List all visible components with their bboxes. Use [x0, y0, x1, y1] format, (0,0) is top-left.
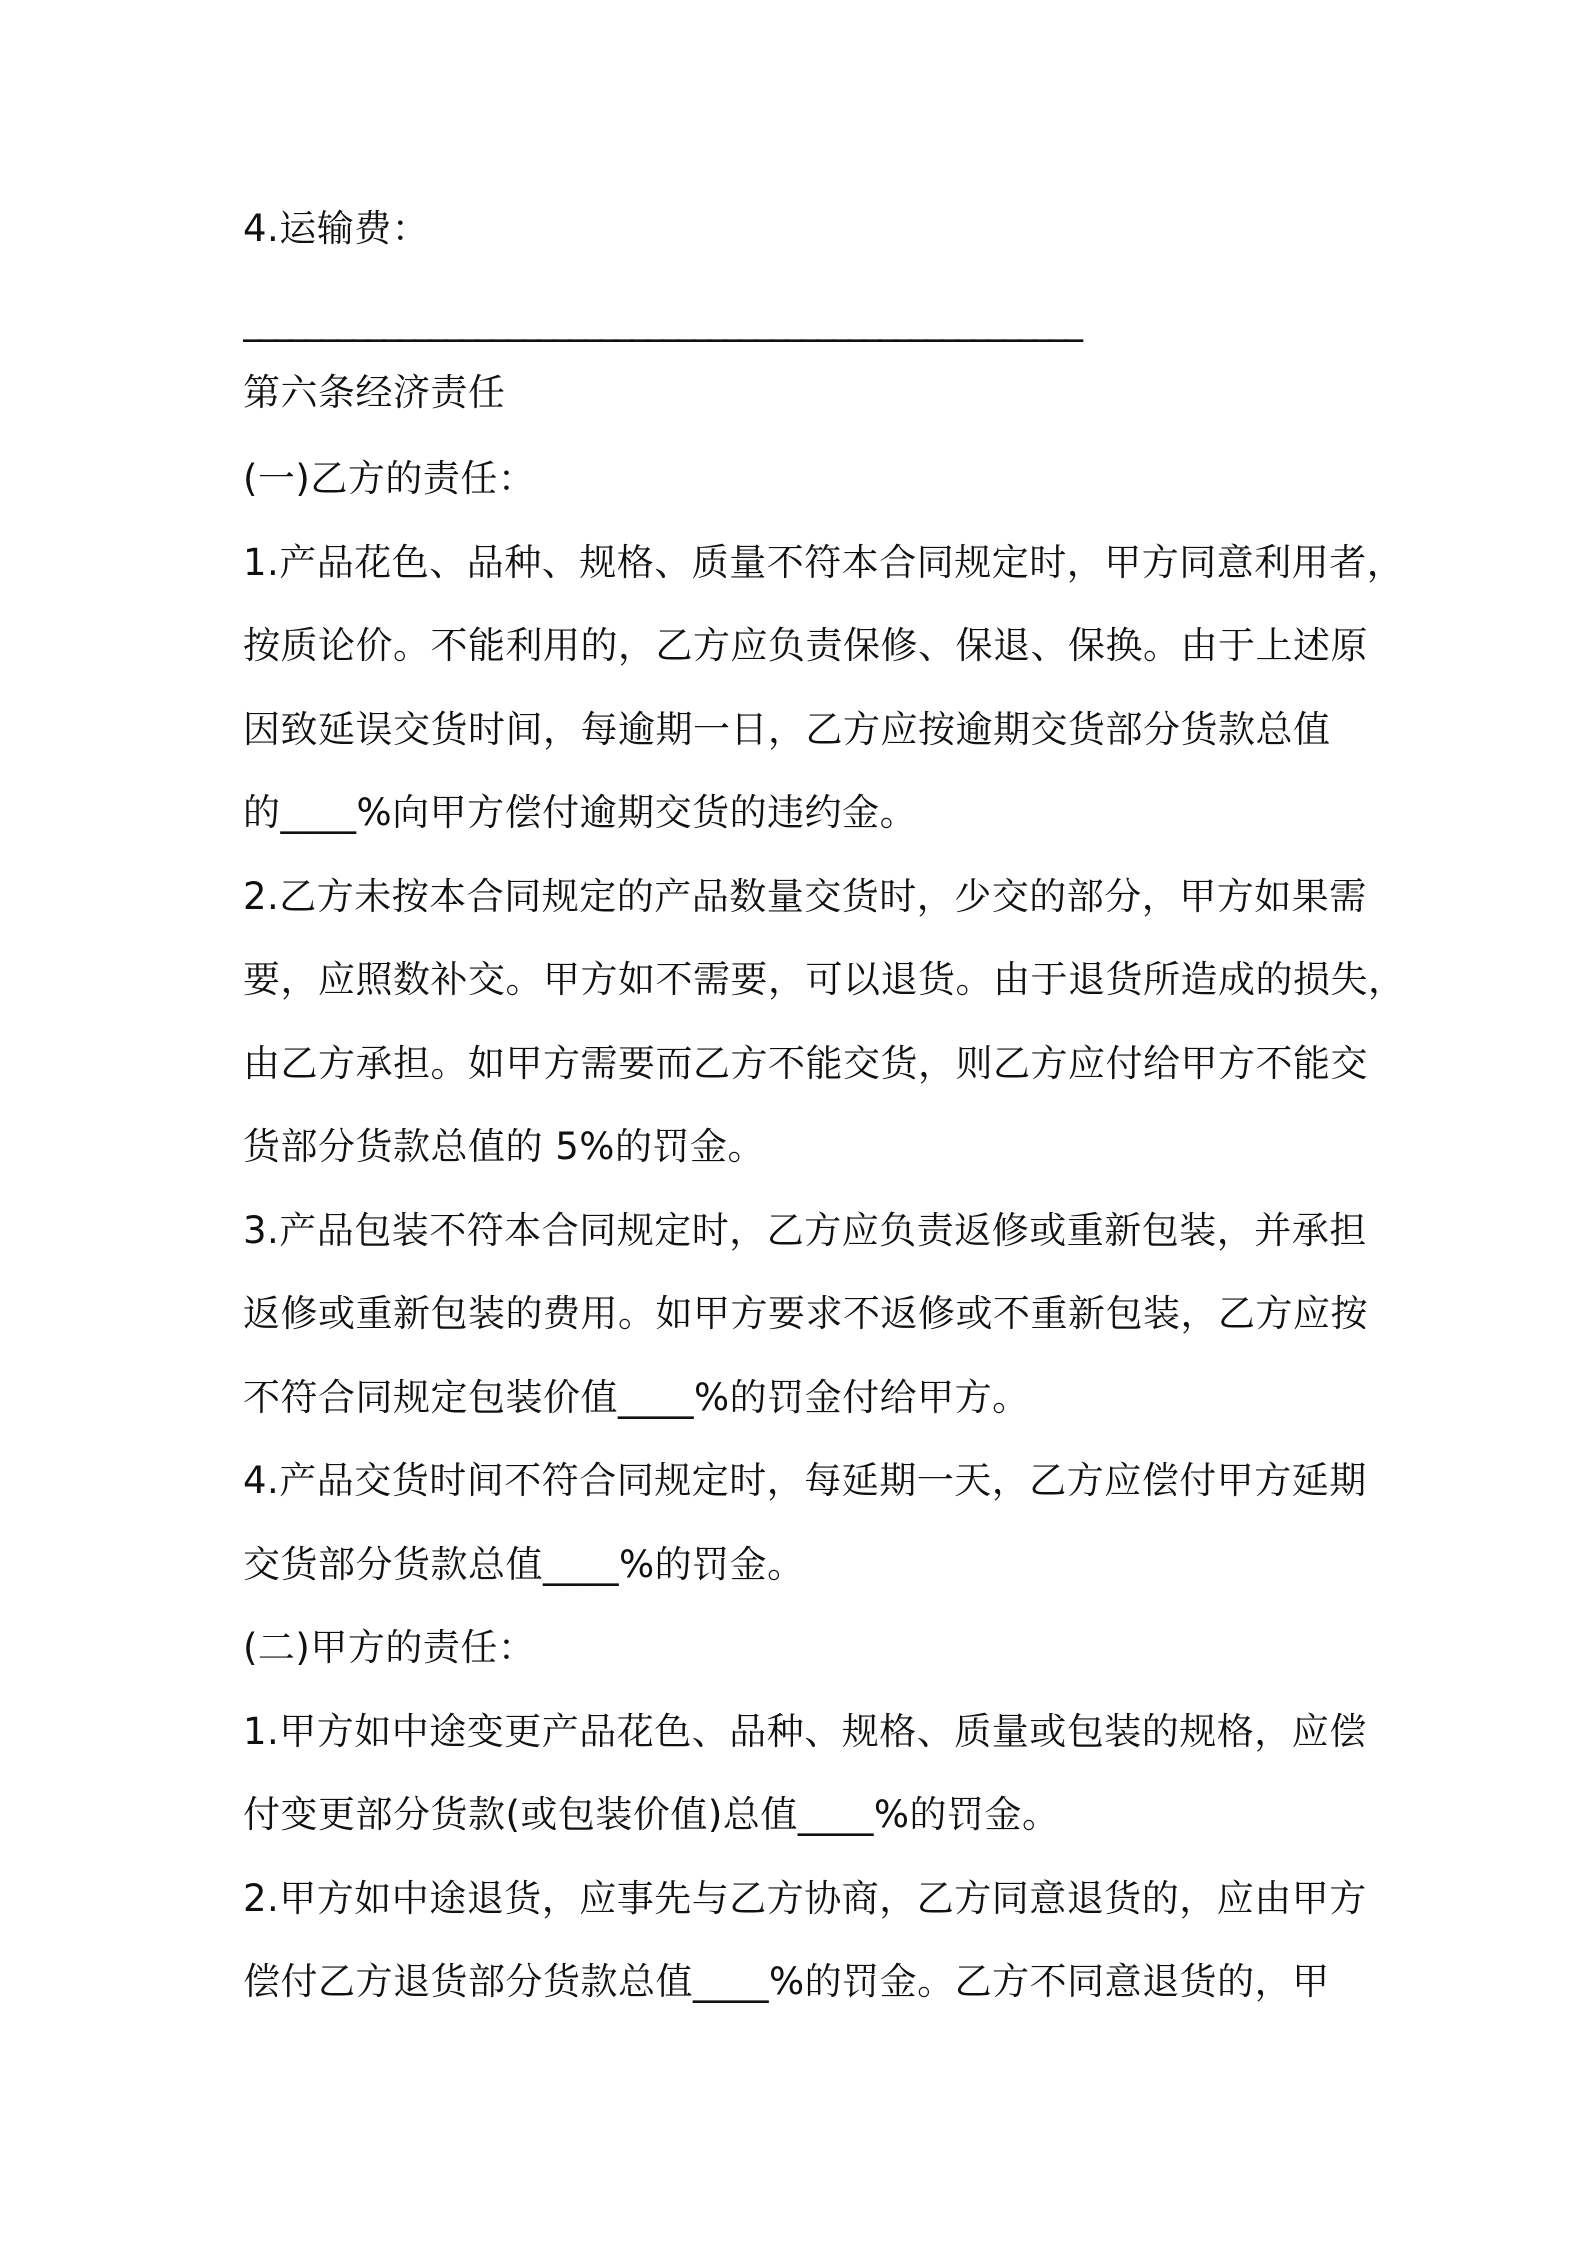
paragraph-line: 4.产品交货时间不符合同规定时，每延期一天，乙方应偿付甲方延期: [243, 1459, 1367, 1502]
paragraph-line: 因致延误交货时间，每逾期一日，乙方应按逾期交货部分货款总值: [243, 708, 1331, 751]
paragraph-line: 的____%向甲方偿付逾期交货的违约金。: [243, 791, 918, 834]
paragraph-line: 偿付乙方退货部分货款总值____%的罚金。乙方不同意退货的，甲: [243, 1960, 1330, 2003]
paragraph-line: 按质论价。不能利用的，乙方应负责保修、保退、保换。由于上述原: [243, 624, 1368, 667]
article-heading: 第六条经济责任: [243, 371, 506, 414]
paragraph-line: 3.产品包装不符本合同规定时，乙方应负责返修或重新包装，并承担: [243, 1209, 1367, 1252]
paragraph-line: 不符合同规定包装价值____%的罚金付给甲方。: [243, 1376, 1030, 1419]
paragraph-line: 1.产品花色、品种、规格、质量不符本合同规定时，甲方同意利用者，: [243, 541, 1405, 584]
paragraph-line: 付变更部分货款(或包装价值)总值____%的罚金。: [243, 1793, 1060, 1836]
section-heading-party-a: (二)甲方的责任：: [243, 1626, 536, 1669]
paragraph-line: 1.甲方如中途变更产品花色、品种、规格、质量或包装的规格，应偿: [243, 1710, 1367, 1753]
paragraph-line: 返修或重新包装的费用。如甲方要求不返修或不重新包装，乙方应按: [243, 1292, 1368, 1335]
paragraph-line: 由乙方承担。如甲方需要而乙方不能交货，则乙方应付给甲方不能交: [243, 1042, 1368, 1085]
paragraph-line: 2.甲方如中途退货，应事先与乙方协商，乙方同意退货的，应由甲方: [243, 1877, 1367, 1920]
blank-fill-line: ______________________________________________________: [243, 299, 1080, 342]
paragraph-line: 要，应照数补交。甲方如不需要，可以退货。由于退货所造成的损失，: [243, 958, 1406, 1001]
paragraph-line: 交货部分货款总值____%的罚金。: [243, 1543, 805, 1586]
paragraph-line: 货部分货款总值的 5%的罚金。: [243, 1125, 765, 1168]
section-heading-party-b: (一)乙方的责任：: [243, 457, 536, 500]
paragraph-line: 2.乙方未按本合同规定的产品数量交货时，少交的部分，甲方如果需: [243, 875, 1367, 918]
item-transport-fee: 4.运输费：: [243, 207, 430, 250]
